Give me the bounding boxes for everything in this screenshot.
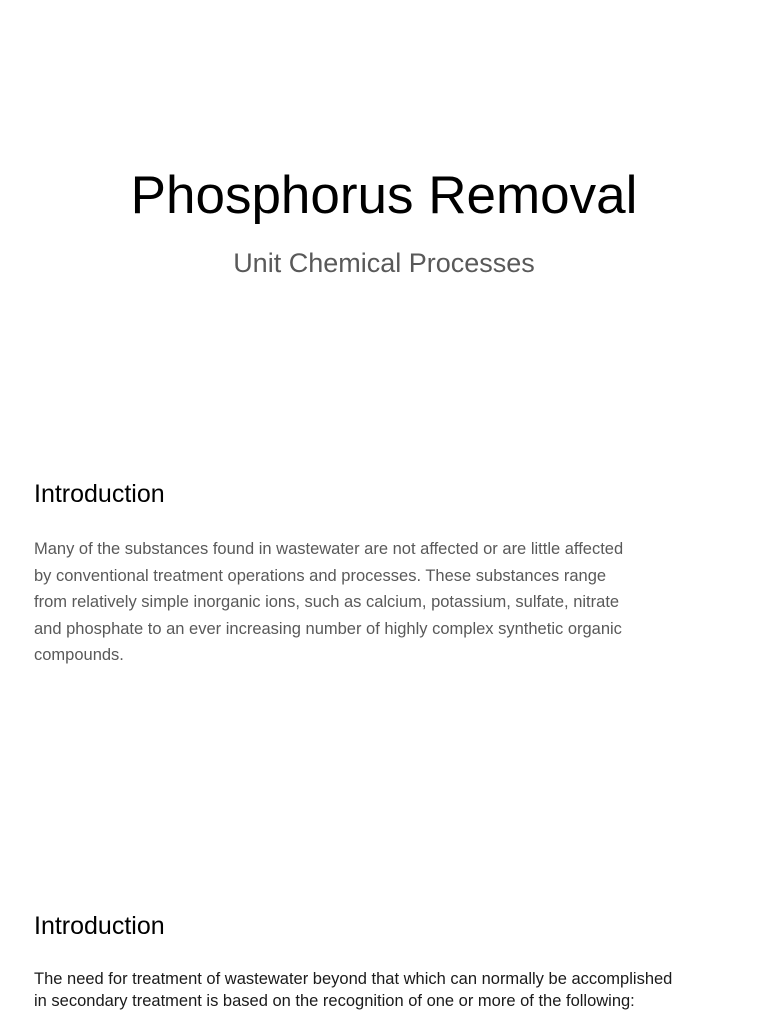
paragraph-line: in secondary treatment is based on the recognition of one or more of the following: [34, 992, 635, 1010]
body-paragraph [34, 968, 734, 1012]
section-heading: Introduction [34, 480, 165, 508]
document-title: Phosphorus Removal [130, 166, 638, 225]
intro-slide-2 [0, 864, 768, 1024]
document-subtitle: Unit Chemical Processes [233, 248, 535, 278]
intro-slide-1 [0, 432, 768, 864]
paragraph-line: from relatively simple inorganic ions, such as calcium, potassium, sulfate, nitrate [34, 593, 620, 611]
paragraph-line: The need for treatment of wastewater beyond that which can normally be accomplished [34, 970, 673, 988]
paragraph-line: by conventional treatment operations and processes. These substances range [34, 566, 607, 585]
body-paragraph [34, 536, 734, 669]
title-slide [0, 0, 768, 432]
section-heading: Introduction [34, 912, 165, 940]
paragraph-line: compounds. [34, 646, 124, 664]
paragraph-line: and phosphate to an ever increasing number of highly complex synthetic organic [34, 619, 622, 638]
paragraph-line: Many of the substances found in wastewater are not affected or are little affected [34, 540, 624, 558]
